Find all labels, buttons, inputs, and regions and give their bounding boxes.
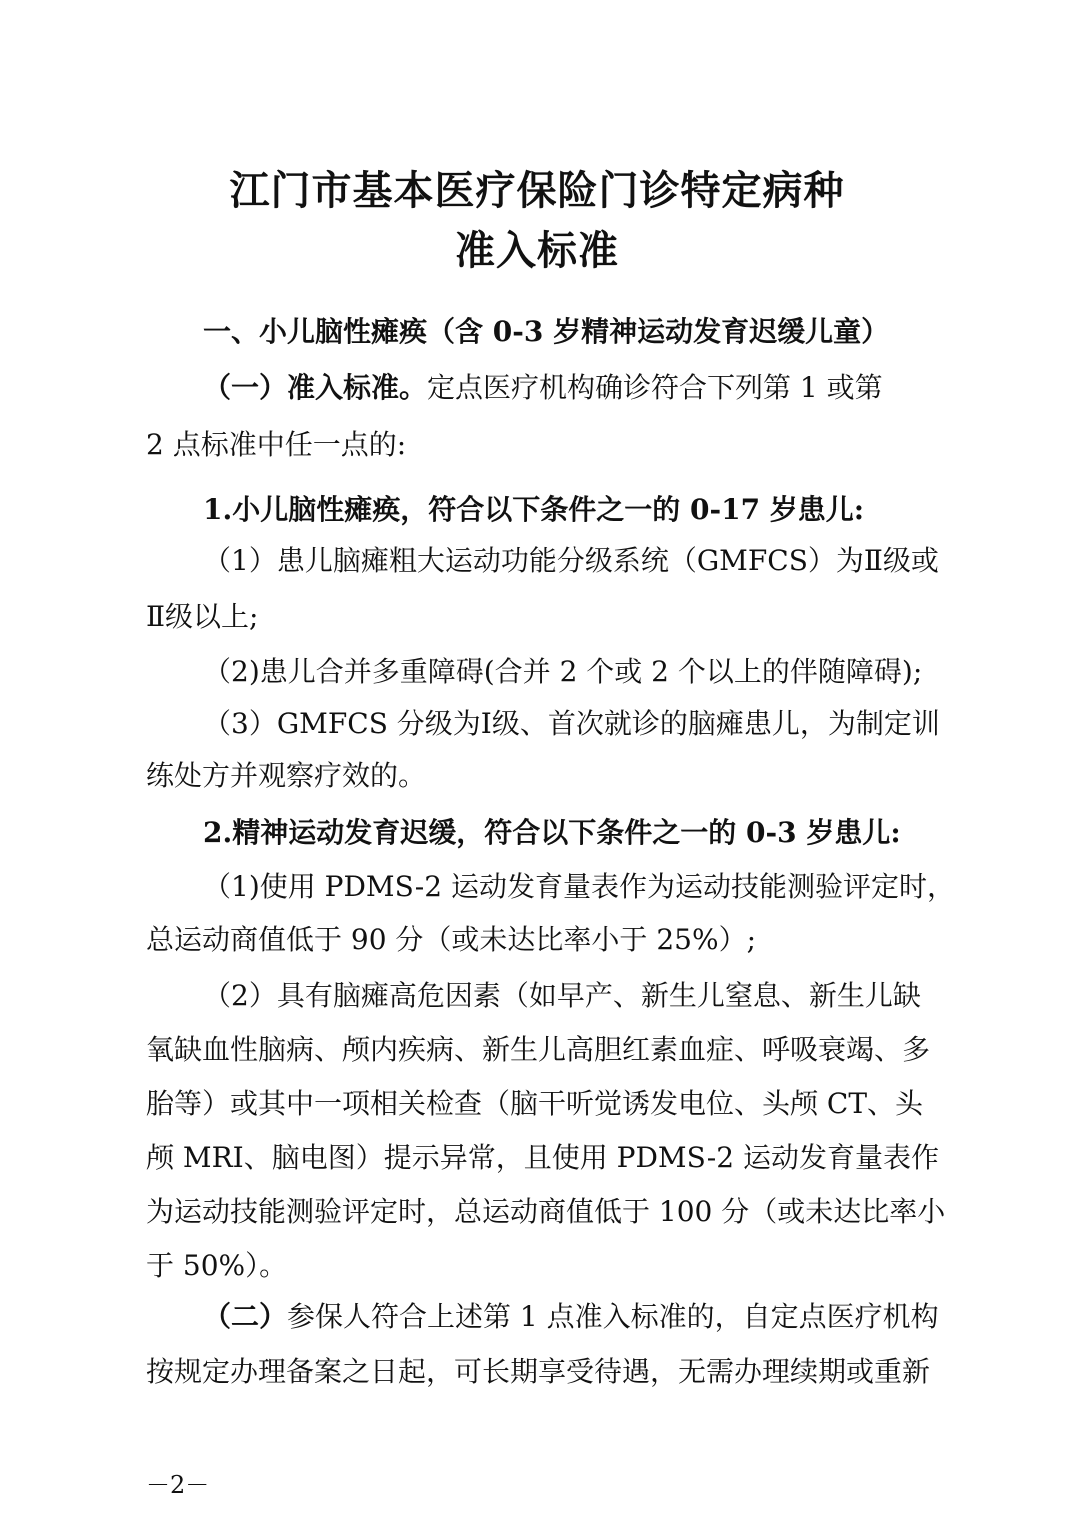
- item2-2-line4: 颅 MRI、脑电图）提示异常，且使用 PDMS-2 运动发育量表作: [146, 1141, 939, 1174]
- sec2-label: （二）: [203, 1300, 288, 1333]
- item2-1-line2: 总运动商值低于 90 分（或未达比率小于 25%）;: [146, 923, 757, 956]
- item1-1-line2: Ⅱ级以上;: [146, 600, 259, 633]
- item2-2-line6: 于 50%）。: [146, 1249, 288, 1282]
- item2-2-line5: 为运动技能测验评定时，总运动商值低于 100 分（或未达比率小: [146, 1195, 946, 1228]
- item2-2-line2: 氧缺血性脑病、颅内疾病、新生儿高胆红素血症、呼吸衰竭、多: [146, 1033, 931, 1066]
- sec1-text: 定点医疗机构确诊符合下列第 1 或第: [427, 371, 883, 404]
- sec2-text: 参保人符合上述第 1 点准入标准的，自定点医疗机构: [287, 1300, 939, 1333]
- sec1-label: （一）准入标准。: [203, 371, 428, 404]
- sec2-text-cont: 按规定办理备案之日起，可长期享受待遇，无需办理续期或重新: [146, 1355, 931, 1388]
- sec1-text-cont: 2 点标准中任一点的:: [146, 428, 407, 461]
- page-number: －2－: [146, 1471, 210, 1499]
- item1-1-line1: （1）患儿脑瘫粗大运动功能分级系统（GMFCS）为Ⅱ级或: [203, 544, 939, 577]
- item2-1-line1: （1)使用 PDMS-2 运动发育量表作为运动技能测验评定时，: [203, 870, 955, 903]
- item1-3-line2: 练处方并观察疗效的。: [146, 759, 427, 792]
- item2-2-line1: （2）具有脑瘫高危因素（如早产、新生儿窒息、新生儿缺: [203, 979, 921, 1012]
- paragraph-sec1: [203, 368, 883, 408]
- item2-2-line3: 胎等）或其中一项相关检查（脑干听觉诱发电位、头颅 CT、头: [146, 1087, 924, 1120]
- paragraph-sec2: [203, 1297, 939, 1337]
- item1-2: （2)患儿合并多重障碍(合并 2 个或 2 个以上的伴随障碍);: [203, 655, 923, 688]
- section-heading: 一、小儿脑性瘫痪（含 0-3 岁精神运动发育迟缓儿童）: [203, 315, 890, 348]
- item2-heading: 2.精神运动发育迟缓，符合以下条件之一的 0-3 岁患儿:: [203, 816, 901, 849]
- document-title-line2: 准入标准: [455, 227, 619, 274]
- document-title-line1: 江门市基本医疗保险门诊特定病种: [229, 167, 845, 214]
- item1-3-line1: （3）GMFCS 分级为Ⅰ级、首次就诊的脑瘫患儿，为制定训: [203, 707, 940, 740]
- item1-heading: 1.小儿脑性瘫痪，符合以下条件之一的 0-17 岁患儿:: [203, 493, 865, 526]
